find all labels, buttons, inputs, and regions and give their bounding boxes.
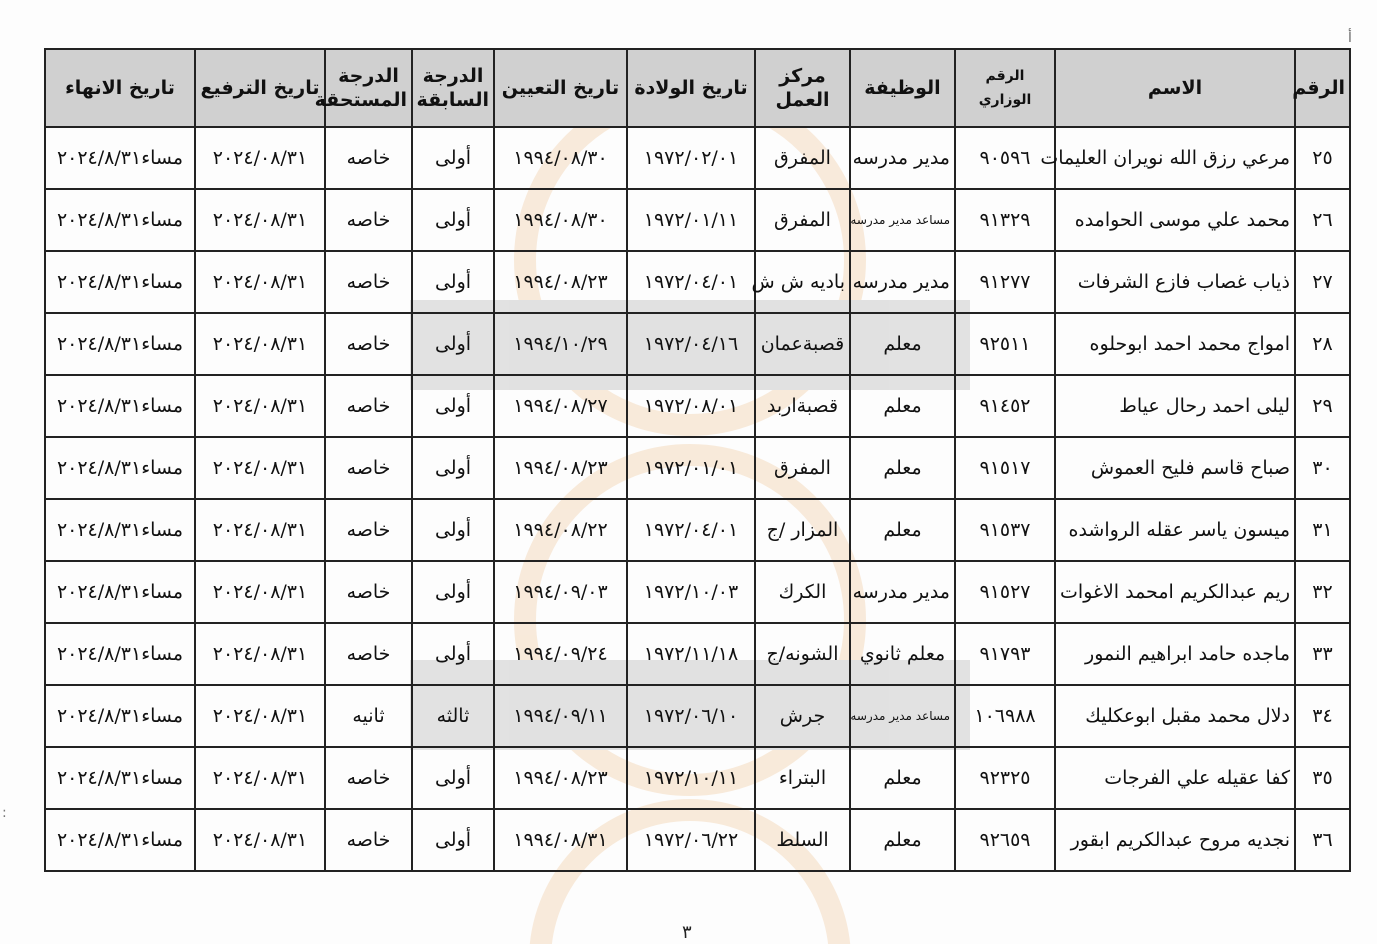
cell-birth-date: ١٩٧٢/١٠/١١ bbox=[627, 747, 755, 809]
cell-promotion-date: ٢٠٢٤/٠٨/٣١ bbox=[195, 127, 325, 189]
cell-due-grade: خاصه bbox=[325, 561, 412, 623]
cell-birth-date: ١٩٧٢/٠١/١١ bbox=[627, 189, 755, 251]
cell-previous-grade: أولى bbox=[412, 127, 494, 189]
cell-previous-grade: أولى bbox=[412, 809, 494, 871]
cell-promotion-date: ٢٠٢٤/٠٨/٣١ bbox=[195, 499, 325, 561]
cell-appointment-date: ١٩٩٤/٠٨/٣٠ bbox=[494, 127, 627, 189]
cell-promotion-date: ٢٠٢٤/٠٨/٣١ bbox=[195, 437, 325, 499]
table-row bbox=[45, 375, 1350, 437]
cell-previous-grade: أولى bbox=[412, 251, 494, 313]
header-row bbox=[45, 49, 1350, 127]
table-row bbox=[45, 189, 1350, 251]
cell-name: دلال محمد مقبل ابوعكليك bbox=[1055, 685, 1295, 747]
page-number: ٣ bbox=[682, 922, 692, 943]
cell-end-date: مساء٢٠٢٤/٨/٣١ bbox=[45, 437, 195, 499]
cell-end-date: مساء٢٠٢٤/٨/٣١ bbox=[45, 747, 195, 809]
cell-birth-date: ١٩٧٢/٠٦/١٠ bbox=[627, 685, 755, 747]
cell-job: مدير مدرسه bbox=[850, 127, 955, 189]
cell-promotion-date: ٢٠٢٤/٠٨/٣١ bbox=[195, 189, 325, 251]
cell-name: كفا عقيله علي الفرجات bbox=[1055, 747, 1295, 809]
table-row bbox=[45, 747, 1350, 809]
header-promotion-date: تاريخ الترفيع bbox=[195, 49, 325, 127]
cell-name: محمد علي موسى الحوامده bbox=[1055, 189, 1295, 251]
table-row bbox=[45, 561, 1350, 623]
cell-promotion-date: ٢٠٢٤/٠٨/٣١ bbox=[195, 623, 325, 685]
cell-job: معلم bbox=[850, 437, 955, 499]
cell-workplace: باديه ش ش bbox=[755, 251, 850, 313]
cell-previous-grade: أولى bbox=[412, 189, 494, 251]
cell-ministry-no: ٩١٥٣٧ bbox=[955, 499, 1055, 561]
cell-end-date: مساء٢٠٢٤/٨/٣١ bbox=[45, 809, 195, 871]
header-ministry-no: الرقم الوزاري bbox=[955, 49, 1055, 127]
cell-appointment-date: ١٩٩٤/٠٨/٣٠ bbox=[494, 189, 627, 251]
cell-end-date: مساء٢٠٢٤/٨/٣١ bbox=[45, 623, 195, 685]
page-corner-mark: أ bbox=[1348, 30, 1352, 46]
cell-seq: ٣٦ bbox=[1295, 809, 1350, 871]
cell-appointment-date: ١٩٩٤/٠٩/١١ bbox=[494, 685, 627, 747]
cell-ministry-no: ٩١٤٥٢ bbox=[955, 375, 1055, 437]
header-seq: الرقم bbox=[1295, 49, 1350, 127]
cell-promotion-date: ٢٠٢٤/٠٨/٣١ bbox=[195, 685, 325, 747]
header-previous-grade: الدرجة السابقة bbox=[412, 49, 494, 127]
cell-name: صباح قاسم فليح العموش bbox=[1055, 437, 1295, 499]
cell-due-grade: خاصه bbox=[325, 623, 412, 685]
cell-seq: ٣٣ bbox=[1295, 623, 1350, 685]
cell-ministry-no: ٩١٥١٧ bbox=[955, 437, 1055, 499]
cell-name: ليلى احمد رحال عياط bbox=[1055, 375, 1295, 437]
cell-birth-date: ١٩٧٢/٠٤/٠١ bbox=[627, 499, 755, 561]
cell-appointment-date: ١٩٩٤/٠٩/٢٤ bbox=[494, 623, 627, 685]
cell-appointment-date: ١٩٩٤/٠٨/٢٣ bbox=[494, 437, 627, 499]
cell-previous-grade: أولى bbox=[412, 375, 494, 437]
cell-job: معلم bbox=[850, 375, 955, 437]
cell-ministry-no: ٩١٢٧٧ bbox=[955, 251, 1055, 313]
header-due-grade: الدرجة المستحقة bbox=[325, 49, 412, 127]
cell-promotion-date: ٢٠٢٤/٠٨/٣١ bbox=[195, 251, 325, 313]
cell-name: ماجده حامد ابراهيم النمور bbox=[1055, 623, 1295, 685]
cell-promotion-date: ٢٠٢٤/٠٨/٣١ bbox=[195, 747, 325, 809]
cell-previous-grade: أولى bbox=[412, 437, 494, 499]
cell-workplace: البتراء bbox=[755, 747, 850, 809]
cell-name: امواج محمد احمد ابوحلوه bbox=[1055, 313, 1295, 375]
cell-seq: ٣١ bbox=[1295, 499, 1350, 561]
cell-end-date: مساء٢٠٢٤/٨/٣١ bbox=[45, 499, 195, 561]
cell-workplace: المفرق bbox=[755, 189, 850, 251]
header-workplace: مركز العمل bbox=[755, 49, 850, 127]
cell-appointment-date: ١٩٩٤/٠٨/٢٣ bbox=[494, 251, 627, 313]
cell-birth-date: ١٩٧٢/٠٨/٠١ bbox=[627, 375, 755, 437]
cell-due-grade: خاصه bbox=[325, 189, 412, 251]
table-row bbox=[45, 499, 1350, 561]
cell-workplace: الكرك bbox=[755, 561, 850, 623]
cell-previous-grade: أولى bbox=[412, 623, 494, 685]
header-birth-date: تاريخ الولادة bbox=[627, 49, 755, 127]
cell-seq: ٣٤ bbox=[1295, 685, 1350, 747]
cell-birth-date: ١٩٧٢/١١/١٨ bbox=[627, 623, 755, 685]
cell-due-grade: خاصه bbox=[325, 809, 412, 871]
cell-birth-date: ١٩٧٢/١٠/٠٣ bbox=[627, 561, 755, 623]
cell-workplace: قصبةاربد bbox=[755, 375, 850, 437]
cell-job: معلم bbox=[850, 747, 955, 809]
header-name: الاسم bbox=[1055, 49, 1295, 127]
cell-seq: ٢٥ bbox=[1295, 127, 1350, 189]
cell-ministry-no: ٩٢٥١١ bbox=[955, 313, 1055, 375]
cell-workplace: المفرق bbox=[755, 127, 850, 189]
cell-seq: ٢٦ bbox=[1295, 189, 1350, 251]
cell-previous-grade: أولى bbox=[412, 561, 494, 623]
cell-end-date: مساء٢٠٢٤/٨/٣١ bbox=[45, 189, 195, 251]
cell-appointment-date: ١٩٩٤/٠٨/٢٧ bbox=[494, 375, 627, 437]
cell-ministry-no: ٩٢٣٢٥ bbox=[955, 747, 1055, 809]
cell-due-grade: خاصه bbox=[325, 747, 412, 809]
cell-appointment-date: ١٩٩٤/١٠/٢٩ bbox=[494, 313, 627, 375]
cell-due-grade: خاصه bbox=[325, 313, 412, 375]
cell-seq: ٢٨ bbox=[1295, 313, 1350, 375]
cell-seq: ٢٧ bbox=[1295, 251, 1350, 313]
cell-job: معلم bbox=[850, 313, 955, 375]
cell-workplace: قصبةعمان bbox=[755, 313, 850, 375]
cell-name: نجديه مروح عبدالكريم ابقور bbox=[1055, 809, 1295, 871]
cell-ministry-no: ٩٠٥٩٦ bbox=[955, 127, 1055, 189]
cell-birth-date: ١٩٧٢/٠٤/١٦ bbox=[627, 313, 755, 375]
cell-end-date: مساء٢٠٢٤/٨/٣١ bbox=[45, 561, 195, 623]
table-row bbox=[45, 437, 1350, 499]
cell-promotion-date: ٢٠٢٤/٠٨/٣١ bbox=[195, 375, 325, 437]
table-row bbox=[45, 685, 1350, 747]
cell-appointment-date: ١٩٩٤/٠٨/٢٣ bbox=[494, 747, 627, 809]
cell-job: مساعد مدير مدرسه bbox=[850, 189, 955, 251]
cell-seq: ٣٥ bbox=[1295, 747, 1350, 809]
cell-previous-grade: أولى bbox=[412, 747, 494, 809]
table-row bbox=[45, 251, 1350, 313]
cell-promotion-date: ٢٠٢٤/٠٨/٣١ bbox=[195, 561, 325, 623]
cell-appointment-date: ١٩٩٤/٠٨/٢٢ bbox=[494, 499, 627, 561]
cell-end-date: مساء٢٠٢٤/٨/٣١ bbox=[45, 313, 195, 375]
cell-ministry-no: ٩١٧٩٣ bbox=[955, 623, 1055, 685]
table-row bbox=[45, 127, 1350, 189]
table-row bbox=[45, 623, 1350, 685]
cell-ministry-no: ١٠٦٩٨٨ bbox=[955, 685, 1055, 747]
cell-appointment-date: ١٩٩٤/٠٩/٠٣ bbox=[494, 561, 627, 623]
cell-end-date: مساء٢٠٢٤/٨/٣١ bbox=[45, 251, 195, 313]
cell-due-grade: ثانيه bbox=[325, 685, 412, 747]
cell-workplace: الشونه/ج bbox=[755, 623, 850, 685]
cell-ministry-no: ٩١٥٢٧ bbox=[955, 561, 1055, 623]
cell-due-grade: خاصه bbox=[325, 375, 412, 437]
cell-promotion-date: ٢٠٢٤/٠٨/٣١ bbox=[195, 313, 325, 375]
edge-mark: : bbox=[2, 805, 7, 821]
cell-name: ذياب غصاب فازع الشرفات bbox=[1055, 251, 1295, 313]
header-job: الوظيفة bbox=[850, 49, 955, 127]
cell-previous-grade: ثالثه bbox=[412, 685, 494, 747]
cell-due-grade: خاصه bbox=[325, 251, 412, 313]
table-row bbox=[45, 313, 1350, 375]
cell-seq: ٣٠ bbox=[1295, 437, 1350, 499]
cell-workplace: جرش bbox=[755, 685, 850, 747]
cell-end-date: مساء٢٠٢٤/٨/٣١ bbox=[45, 127, 195, 189]
cell-previous-grade: أولى bbox=[412, 499, 494, 561]
cell-promotion-date: ٢٠٢٤/٠٨/٣١ bbox=[195, 809, 325, 871]
cell-appointment-date: ١٩٩٤/٠٨/٣١ bbox=[494, 809, 627, 871]
cell-due-grade: خاصه bbox=[325, 437, 412, 499]
cell-birth-date: ١٩٧٢/٠٦/٢٢ bbox=[627, 809, 755, 871]
cell-workplace: المفرق bbox=[755, 437, 850, 499]
cell-name: ريم عبدالكريم امحمد الاغوات bbox=[1055, 561, 1295, 623]
table-row bbox=[45, 809, 1350, 871]
cell-name: مرعي رزق الله نويران العليمات bbox=[1055, 127, 1295, 189]
header-appointment-date: تاريخ التعيين bbox=[494, 49, 627, 127]
cell-due-grade: خاصه bbox=[325, 127, 412, 189]
cell-end-date: مساء٢٠٢٤/٨/٣١ bbox=[45, 685, 195, 747]
cell-workplace: المزار /ج bbox=[755, 499, 850, 561]
cell-job: مدير مدرسه bbox=[850, 561, 955, 623]
cell-ministry-no: ٩٢٦٥٩ bbox=[955, 809, 1055, 871]
cell-end-date: مساء٢٠٢٤/٨/٣١ bbox=[45, 375, 195, 437]
cell-birth-date: ١٩٧٢/٠٢/٠١ bbox=[627, 127, 755, 189]
cell-job: معلم bbox=[850, 499, 955, 561]
header-end-date: تاريخ الانهاء bbox=[45, 49, 195, 127]
promotion-table bbox=[44, 48, 1351, 872]
cell-job: مساعد مدير مدرسه bbox=[850, 685, 955, 747]
cell-previous-grade: أولى bbox=[412, 313, 494, 375]
cell-seq: ٢٩ bbox=[1295, 375, 1350, 437]
cell-birth-date: ١٩٧٢/٠٤/٠١ bbox=[627, 251, 755, 313]
cell-seq: ٣٢ bbox=[1295, 561, 1350, 623]
cell-job: معلم bbox=[850, 809, 955, 871]
cell-name: ميسون ياسر عقله الرواشده bbox=[1055, 499, 1295, 561]
cell-job: معلم ثانوي bbox=[850, 623, 955, 685]
cell-job: مدير مدرسه bbox=[850, 251, 955, 313]
cell-ministry-no: ٩١٣٢٩ bbox=[955, 189, 1055, 251]
cell-birth-date: ١٩٧٢/٠١/٠١ bbox=[627, 437, 755, 499]
cell-due-grade: خاصه bbox=[325, 499, 412, 561]
cell-workplace: السلط bbox=[755, 809, 850, 871]
